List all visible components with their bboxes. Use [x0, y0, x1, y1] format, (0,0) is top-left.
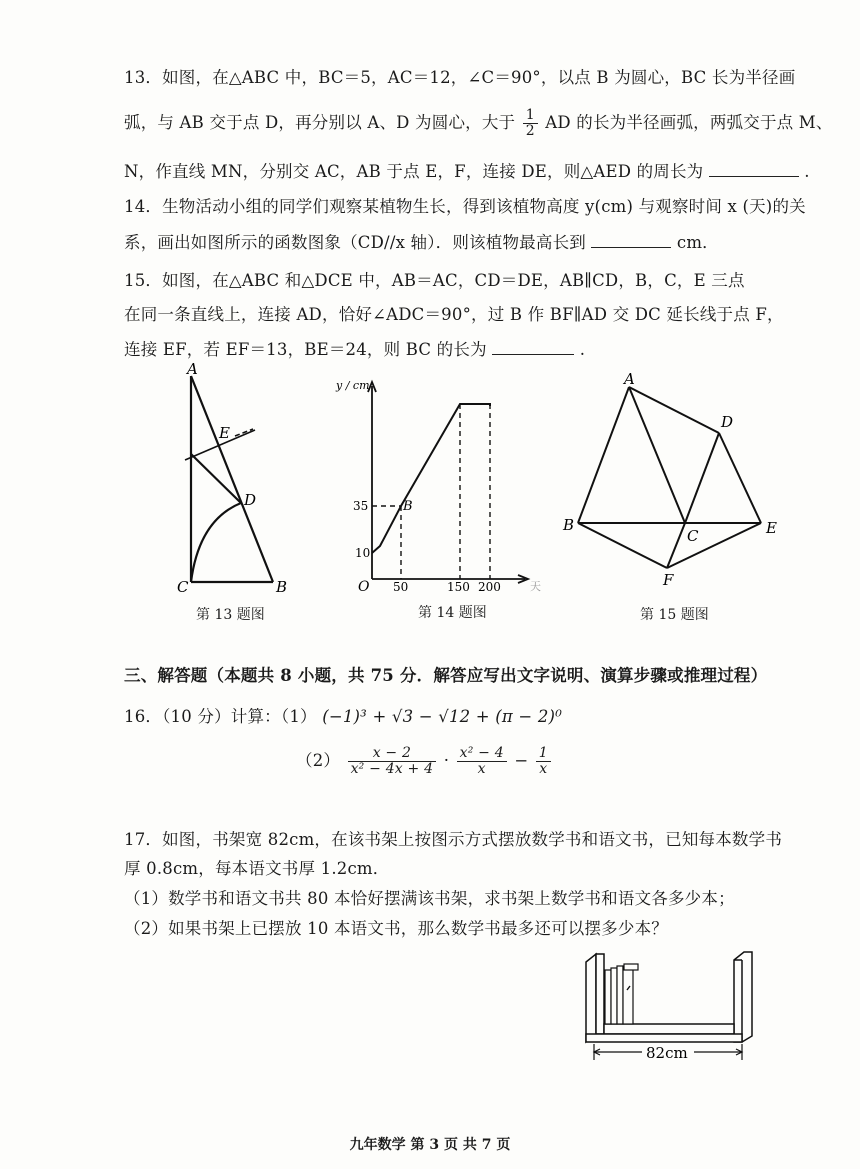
fig13-label-d: D — [244, 491, 257, 509]
book-3 — [617, 966, 623, 1024]
shelf-width-label: 82cm — [646, 1044, 688, 1062]
section3-title: 三、解答题（本题共 8 小题，共 75 分．解答应写出文字说明、演算步骤或推理过程） — [124, 666, 768, 685]
book-4 — [623, 966, 633, 1024]
q13-frac-num: 1 — [523, 108, 538, 124]
fig14-xtick-50: 50 — [393, 580, 409, 594]
q16-f3-den: x — [539, 761, 548, 777]
q15-line3 — [124, 336, 585, 360]
q16-f1-den: x² − 4x + 4 — [350, 761, 434, 777]
fig14-xtick-200: 200 — [478, 580, 501, 594]
fig15-side-ac — [629, 387, 685, 523]
q15-line3-text: 连接 EF，若 EF＝13，BE＝24，则 BC 的长为 — [124, 340, 487, 359]
q13-answer-blank[interactable] — [709, 162, 799, 177]
shelf-right-side — [734, 952, 752, 1042]
q13-line3-text: N，作直线 MN，分别交 AC，AB 于点 E，F，连接 DE，则△AED 的周长为 — [124, 162, 704, 181]
fig14-ylabel: y / cm — [336, 379, 370, 392]
q14-line2 — [124, 229, 719, 253]
fig15-label-f: F — [663, 571, 674, 589]
fig14-caption: 第 14 题图 — [418, 605, 487, 621]
fig14-xtick-150: 150 — [447, 580, 470, 594]
fig14-xunit: 天 — [530, 580, 541, 593]
fig14-point-b-label: B — [403, 499, 413, 514]
q17-line3: （1）数学书和语文书共 80 本恰好摆满该书架，求书架上数学书和语文各多少本； — [124, 889, 735, 908]
fig15-label-e: E — [766, 519, 777, 537]
fig15-label-d: D — [721, 413, 734, 431]
fig13-arc-cd — [191, 503, 241, 582]
q15-answer-blank[interactable] — [492, 340, 574, 355]
fig13-label-b: B — [276, 578, 288, 596]
fig13-label-e: E — [219, 424, 230, 442]
fig15-segment-dc — [685, 433, 719, 523]
q16-minus: − — [514, 751, 529, 770]
q16-part2-label: （2） — [296, 751, 341, 770]
fig14-origin-label: O — [358, 579, 370, 595]
q13-line2 — [124, 108, 833, 139]
fig13-side-ab — [191, 376, 273, 582]
q16-f2-num: x² − 4 — [457, 746, 507, 762]
q16-expression1: (−1)³ + √3 − √12 + (π − 2)⁰ — [322, 707, 563, 726]
fig13-diagram — [165, 360, 305, 600]
q16-part1 — [124, 703, 562, 727]
q14-answer-blank[interactable] — [591, 233, 671, 248]
fig13-segment-de — [191, 454, 241, 503]
shelf-left-side — [586, 954, 596, 1042]
q15-line3-end: . — [579, 340, 586, 359]
q16-f1-num: x − 2 — [348, 746, 437, 762]
q16-head: 16．（10 分）计算：（1） — [124, 707, 317, 726]
q16-part2 — [296, 746, 553, 777]
fig15-segment-ef — [667, 523, 761, 568]
q17-line1: 17．如图，书架宽 82cm，在该书架上按图示方式摆放数学书和语文书，已知每本数学书 — [124, 830, 783, 849]
fig15-caption: 第 15 题图 — [640, 607, 709, 623]
fig14-ytick-35: 35 — [353, 499, 369, 513]
fig15-segment-ad — [629, 387, 719, 433]
fig15-diagram — [555, 365, 795, 595]
q16-fraction2 — [457, 746, 507, 777]
fig14-graph — [330, 372, 560, 597]
book-top — [624, 964, 638, 970]
book-2 — [611, 968, 617, 1024]
q16-f3-num: 1 — [536, 746, 551, 762]
shelf-left-front — [596, 954, 604, 1034]
fig13-label-c: C — [177, 578, 189, 596]
q13-line3-end: . — [804, 162, 810, 181]
q14-line2-a: 系，画出如图所示的函数图象（CD//x 轴）．则该植物最高长到 — [124, 233, 586, 252]
fig15-label-a: A — [624, 370, 635, 388]
q13-line2-b: AD 的长为半径画弧，两弧交于点 M、 — [545, 113, 833, 132]
q14-line2-b: cm． — [676, 233, 719, 252]
q13-fraction — [523, 108, 538, 139]
shelf-base-front — [586, 1034, 742, 1042]
bookshelf-figure — [580, 948, 780, 1070]
q17-line4: （2）如果书架上已摆放 10 本语文书，那么数学书最多还可以摆多少本？ — [124, 919, 668, 938]
q13-frac-den: 2 — [525, 123, 535, 139]
q13-line3 — [124, 158, 810, 182]
fig15-label-b: B — [563, 516, 575, 534]
fig15-segment-bf — [578, 523, 667, 568]
q16-dot: · — [443, 751, 450, 770]
q15-line1: 15．如图，在△ABC 和△DCE 中，AB＝AC，CD＝DE，AB∥CD，B，C，E 三点 — [124, 271, 745, 290]
fig13-label-a: A — [187, 360, 198, 378]
q16-f2-den: x — [477, 761, 486, 777]
fig14-ytick-10: 10 — [355, 546, 371, 560]
fig13-caption: 第 13 题图 — [196, 607, 265, 623]
q15-line2: 在同一条直线上，连接 AD，恰好∠ADC＝90°，过 B 作 BF∥AD 交 DC 延长线于点 F， — [124, 305, 784, 324]
fig15-segment-de — [719, 433, 761, 523]
page-footer: 九年数学 第 3 页 共 7 页 — [349, 1137, 511, 1153]
q13-line1: 13．如图，在△ABC 中，BC＝5，AC＝12，∠C＝90°，以点 B 为圆心，BC 长为半径画 — [124, 68, 796, 87]
fig14-function-line — [372, 404, 490, 553]
q16-fraction1 — [348, 746, 437, 777]
book-1 — [605, 970, 611, 1024]
q16-fraction3 — [536, 746, 551, 777]
fig15-label-c: C — [687, 527, 699, 545]
shelf-base-top — [604, 1024, 734, 1034]
q13-line2-a: 弧，与 AB 交于点 D，再分别以 A、D 为圆心，大于 — [124, 113, 516, 132]
fig15-side-ab — [578, 387, 629, 523]
q14-line1: 14．生物活动小组的同学们观察某植物生长，得到该植物高度 y(cm) 与观察时间 x (天)的关 — [124, 197, 806, 216]
q17-line2: 厚 0.8cm，每本语文书厚 1.2cm． — [124, 859, 390, 878]
